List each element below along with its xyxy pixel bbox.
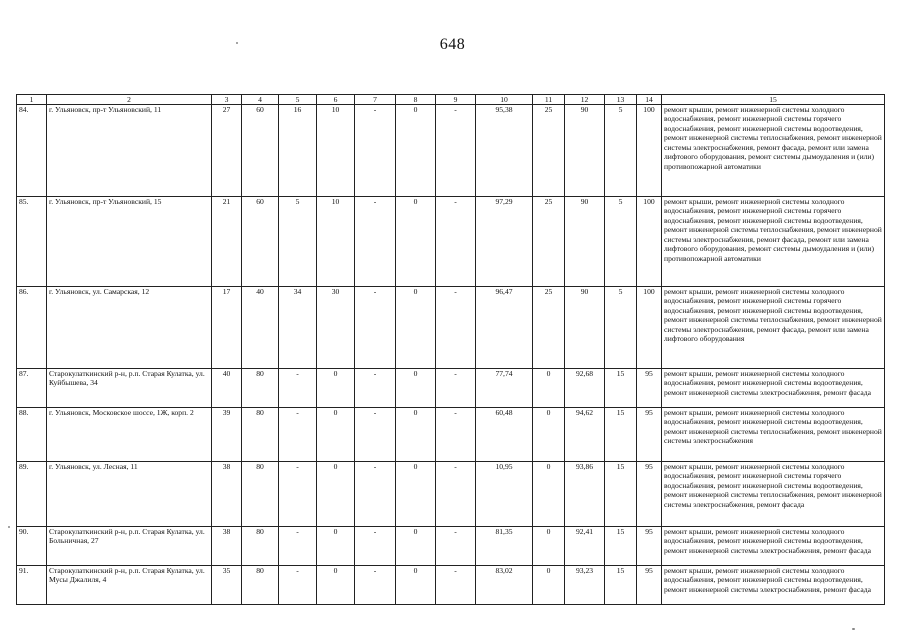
row-number: 84. [17,105,47,197]
value-cell: 0 [396,408,436,462]
value-cell: 0 [317,369,355,408]
table-row [17,105,885,197]
value-cell: 100 [637,105,662,197]
value-cell: 27 [212,105,242,197]
scan-speck [852,628,855,630]
value-cell: - [436,462,476,527]
value-cell: 0 [317,566,355,605]
value-cell: 15 [605,566,637,605]
works-cell: ремонт крыши, ремонт инженерной системы холодного водоснабжения, ремонт инженерной системы водоотведения, ремонт инженерной системы электроснабжения, ремонт фасада [662,566,885,605]
value-cell: - [436,527,476,566]
value-cell: - [355,408,396,462]
value-cell: - [436,197,476,287]
value-cell: 81,35 [476,527,533,566]
value-cell: 0 [396,287,436,369]
value-cell: 95 [637,566,662,605]
value-cell: 0 [396,527,436,566]
row-number: 86. [17,287,47,369]
value-cell: - [279,408,317,462]
value-cell: 0 [533,369,565,408]
value-cell: 10 [317,197,355,287]
value-cell: 95 [637,408,662,462]
value-cell: 94,62 [565,408,605,462]
value-cell: - [436,408,476,462]
address-cell: г. Ульяновск, Московское шоссе, 1Ж, корп. 2 [47,408,212,462]
value-cell: 95 [637,369,662,408]
address-cell: Старокулаткинский р-н, р.п. Старая Кулатка, ул. Куйбышева, 34 [47,369,212,408]
value-cell: 0 [533,408,565,462]
column-header: 6 [317,95,355,105]
row-number: 87. [17,369,47,408]
value-cell: 95,38 [476,105,533,197]
row-number: 89. [17,462,47,527]
value-cell: 15 [605,408,637,462]
column-number-row [17,95,885,105]
value-cell: 80 [242,408,279,462]
value-cell: 5 [605,197,637,287]
column-header: 12 [565,95,605,105]
value-cell: - [279,369,317,408]
column-header: 13 [605,95,637,105]
value-cell: 38 [212,462,242,527]
value-cell: 60,48 [476,408,533,462]
address-cell: г. Ульяновск, пр-т Ульяновский, 11 [47,105,212,197]
value-cell: - [355,287,396,369]
value-cell: 0 [396,462,436,527]
value-cell: 40 [212,369,242,408]
value-cell: 77,74 [476,369,533,408]
table-row [17,369,885,408]
value-cell: 0 [396,197,436,287]
column-header: 4 [242,95,279,105]
works-cell: ремонт крыши, ремонт инженерной системы холодного водоснабжения, ремонт инженерной системы горячего водоснабжения, ремонт инженерной системы водоотведения, ремонт инженерной системы теплоснабжения, ремонт инженерной системы электроснабжения, ремонт фасада, ремонт или замена лифтового оборудования, ремонт системы дымоудаления и (или) противопожарной автоматики [662,197,885,287]
table-row [17,287,885,369]
value-cell: 5 [605,287,637,369]
value-cell: 80 [242,462,279,527]
value-cell: 100 [637,197,662,287]
column-header: 15 [662,95,885,105]
value-cell: 30 [317,287,355,369]
value-cell: 0 [317,527,355,566]
value-cell: 0 [533,527,565,566]
value-cell: 0 [533,566,565,605]
value-cell: 0 [317,408,355,462]
value-cell: - [436,566,476,605]
column-header: 8 [396,95,436,105]
value-cell: - [279,566,317,605]
value-cell: 90 [565,197,605,287]
table-row [17,408,885,462]
value-cell: 39 [212,408,242,462]
value-cell: 90 [565,287,605,369]
works-cell: ремонт крыши, ремонт инженерной системы холодного водоснабжения, ремонт инженерной системы водоотведения, ремонт инженерной системы электроснабжения, ремонт фасада [662,369,885,408]
works-cell: ремонт крыши, ремонт инженерной системы холодного водоснабжения, ремонт инженерной системы горячего водоснабжения, ремонт инженерной системы водоотведения, ремонт инженерной системы теплоснабжения, ремонт инженерной системы электроснабжения, ремонт фасада, ремонт или замена лифтового оборудования [662,287,885,369]
value-cell: 15 [605,369,637,408]
value-cell: 0 [396,105,436,197]
value-cell: 25 [533,287,565,369]
value-cell: - [436,287,476,369]
value-cell: 83,02 [476,566,533,605]
value-cell: 80 [242,527,279,566]
value-cell: 0 [396,369,436,408]
value-cell: - [436,369,476,408]
value-cell: 95 [637,527,662,566]
page-number: 648 [439,36,466,53]
value-cell: - [355,462,396,527]
column-header: 2 [47,95,212,105]
value-cell: 25 [533,105,565,197]
value-cell: 21 [212,197,242,287]
value-cell: 80 [242,566,279,605]
value-cell: 60 [242,197,279,287]
table-row [17,527,885,566]
value-cell: 15 [605,527,637,566]
scan-speck [8,526,10,528]
address-cell: г. Ульяновск, ул. Лесная, 11 [47,462,212,527]
value-cell: - [355,566,396,605]
value-cell: 25 [533,197,565,287]
value-cell: 0 [317,462,355,527]
value-cell: 97,29 [476,197,533,287]
value-cell: 93,86 [565,462,605,527]
scan-speck [236,42,238,44]
address-cell: Старокулаткинский р-н, р.п. Старая Кулатка, ул. Мусы Джалиля, 4 [47,566,212,605]
works-cell: ремонт крыши, ремонт инженерной системы холодного водоснабжения, ремонт инженерной системы водоотведения, ремонт инженерной системы теплоснабжения, ремонт инженерной системы электроснабжения [662,408,885,462]
value-cell: 0 [396,566,436,605]
column-header: 3 [212,95,242,105]
value-cell: 17 [212,287,242,369]
value-cell: 10,95 [476,462,533,527]
value-cell: - [355,197,396,287]
value-cell: - [279,462,317,527]
value-cell: 15 [605,462,637,527]
works-cell: ремонт крыши, ремонт инженерной системы холодного водоснабжения, ремонт инженерной системы водоотведения, ремонт инженерной системы электроснабжения, ремонт фасада [662,527,885,566]
address-cell: г. Ульяновск, ул. Самарская, 12 [47,287,212,369]
address-cell: г. Ульяновск, пр-т Ульяновский, 15 [47,197,212,287]
column-header: 5 [279,95,317,105]
value-cell: 5 [605,105,637,197]
value-cell: - [355,105,396,197]
value-cell: 92,41 [565,527,605,566]
value-cell: 100 [637,287,662,369]
works-cell: ремонт крыши, ремонт инженерной системы холодного водоснабжения, ремонт инженерной системы горячего водоснабжения, ремонт инженерной системы водоотведения, ремонт инженерной системы теплоснабжения, ремонт инженерной системы электроснабжения, ремонт фасада, ремонт или замена лифтового оборудования, ремонт системы дымоудаления и (или) противопожарной автоматики [662,105,885,197]
table-row [17,197,885,287]
column-header: 14 [637,95,662,105]
column-header: 9 [436,95,476,105]
value-cell: 95 [637,462,662,527]
value-cell: 60 [242,105,279,197]
value-cell: 35 [212,566,242,605]
column-header: 11 [533,95,565,105]
value-cell: - [436,105,476,197]
row-number: 85. [17,197,47,287]
column-header: 10 [476,95,533,105]
value-cell: 34 [279,287,317,369]
table-row [17,566,885,605]
column-header: 7 [355,95,396,105]
value-cell: 96,47 [476,287,533,369]
value-cell: 40 [242,287,279,369]
value-cell: 90 [565,105,605,197]
row-number: 91. [17,566,47,605]
value-cell: 92,68 [565,369,605,408]
row-number: 88. [17,408,47,462]
table-row [17,462,885,527]
value-cell: - [279,527,317,566]
value-cell: 93,23 [565,566,605,605]
value-cell: 10 [317,105,355,197]
row-number: 90. [17,527,47,566]
value-cell: 0 [533,462,565,527]
works-cell: ремонт крыши, ремонт инженерной системы холодного водоснабжения, ремонт инженерной системы горячего водоснабжения, ремонт инженерной системы водоотведения, ремонт инженерной системы теплоснабжения, ремонт инженерной системы электроснабжения, ремонт фасада [662,462,885,527]
address-cell: Старокулаткинский р-н, р.п. Старая Кулатка, ул. Больничная, 27 [47,527,212,566]
value-cell: 5 [279,197,317,287]
value-cell: 38 [212,527,242,566]
value-cell: 16 [279,105,317,197]
column-header: 1 [17,95,47,105]
value-cell: - [355,369,396,408]
value-cell: - [355,527,396,566]
repair-register-table [16,94,885,605]
value-cell: 80 [242,369,279,408]
